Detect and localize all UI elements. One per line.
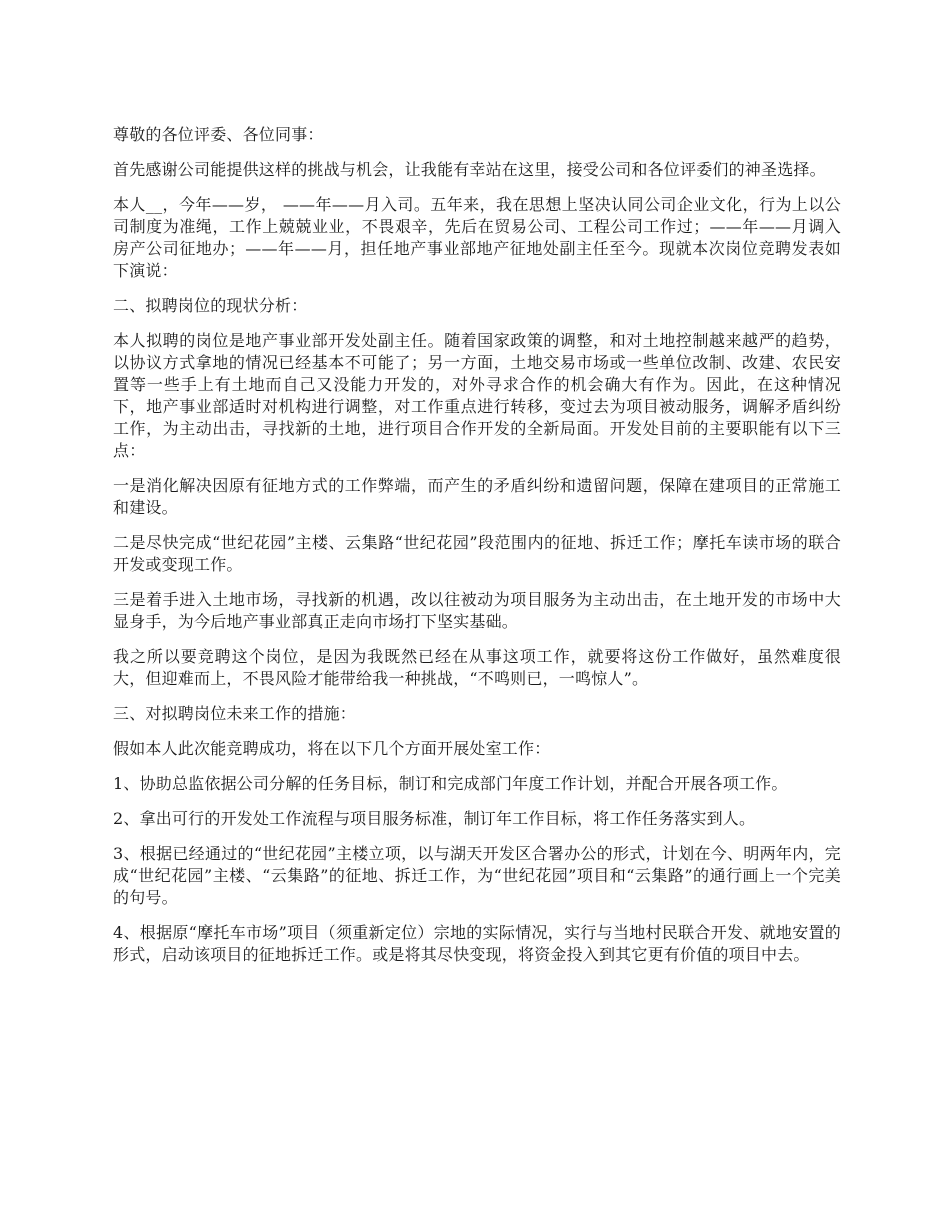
self-introduction-paragraph: 本人__，今年——岁， ——年——月入司。五年来，我在思想上坚决认同公司企业文化，行为上以公司制度为准绳，工作上兢兢业业，不畏艰辛，先后在贸易公司、工程公司工作过；——年——月调入房产公司征地办；——年——月，担任地产事业部地产征地处副主任至今。现就本次岗位竞聘发表如下演说： bbox=[113, 195, 841, 280]
measure-item-3: 3、根据已经通过的“世纪花园”主楼立项，以与湖天开发区合署办公的形式，计划在今、明两年内，完成“世纪花园”主楼、“云集路”的征地、拆迁工作，为“世纪花园”项目和“云集路”的通行画上一个完美的句号。 bbox=[113, 844, 841, 907]
duty-item-1: 一是消化解决因原有征地方式的工作弊端，而产生的矛盾纠纷和遗留问题，保障在建项目的正常施工和建设。 bbox=[113, 476, 841, 517]
measure-item-1: 1、协助总监依据公司分解的任务目标，制订和完成部门年度工作计划，并配合开展各项工作。 bbox=[113, 774, 788, 793]
document-page bbox=[113, 124, 841, 979]
measure-item-4: 4、根据原“摩托车市场”项目（须重新定位）宗地的实际情况，实行与当地村民联合开发、就地安置的形式，启动该项目的征地拆迁工作。或是将其尽快变现，将资金投入到其它更有价值的项目中去。 bbox=[113, 923, 841, 964]
section-heading-measures: 三、对拟聘岗位未来工作的措施： bbox=[113, 704, 357, 723]
section-heading-analysis: 二、拟聘岗位的现状分析： bbox=[113, 296, 308, 315]
measure-item-2: 2、拿出可行的开发处工作流程与项目服务标准，制订年工作目标，将工作任务落实到人。 bbox=[113, 809, 756, 828]
duty-item-2: 二是尽快完成“世纪花园”主楼、云集路“世纪花园”段范围内的征地、拆迁工作；摩托车读市场的联合开发或变现工作。 bbox=[113, 533, 841, 574]
salutation: 尊敬的各位评委、各位同事： bbox=[113, 125, 324, 144]
analysis-paragraph: 本人拟聘的岗位是地产事业部开发处副主任。随着国家政策的调整，和对土地控制越来越严的趋势，以协议方式拿地的情况已经基本不可能了；另一方面，土地交易市场或一些单位改制、改建、农民安置等一些手上有土地而自己又没能力开发的，对外寻求合作的机会确大有作为。因此，在这种情况下，地产事业部适时对机构进行调整，对工作重点进行转移，变过去为项目被动服务，调解矛盾纠纷工作，为主动出击，寻找新的土地，进行项目合作开发的全新局面。开发处目前的主要职能有以下三点： bbox=[113, 331, 841, 460]
opening-paragraph: 首先感谢公司能提供这样的挑战与机会，让我能有幸站在这里，接受公司和各位评委们的神圣选择。 bbox=[113, 160, 826, 179]
measures-intro: 假如本人此次能竞聘成功，将在以下几个方面开展处室工作： bbox=[113, 739, 551, 758]
motivation-paragraph: 我之所以要竞聘这个岗位，是因为我既然已经在从事这项工作，就要将这份工作做好，虽然难度很大，但迎难而上，不畏风险才能带给我一种挑战，“不鸣则已，一鸣惊人”。 bbox=[113, 647, 841, 688]
duty-item-3: 三是着手进入土地市场，寻找新的机遇，改以往被动为项目服务为主动出击，在土地开发的市场中大显身手，为今后地产事业部真正走向市场打下坚实基础。 bbox=[113, 590, 841, 631]
